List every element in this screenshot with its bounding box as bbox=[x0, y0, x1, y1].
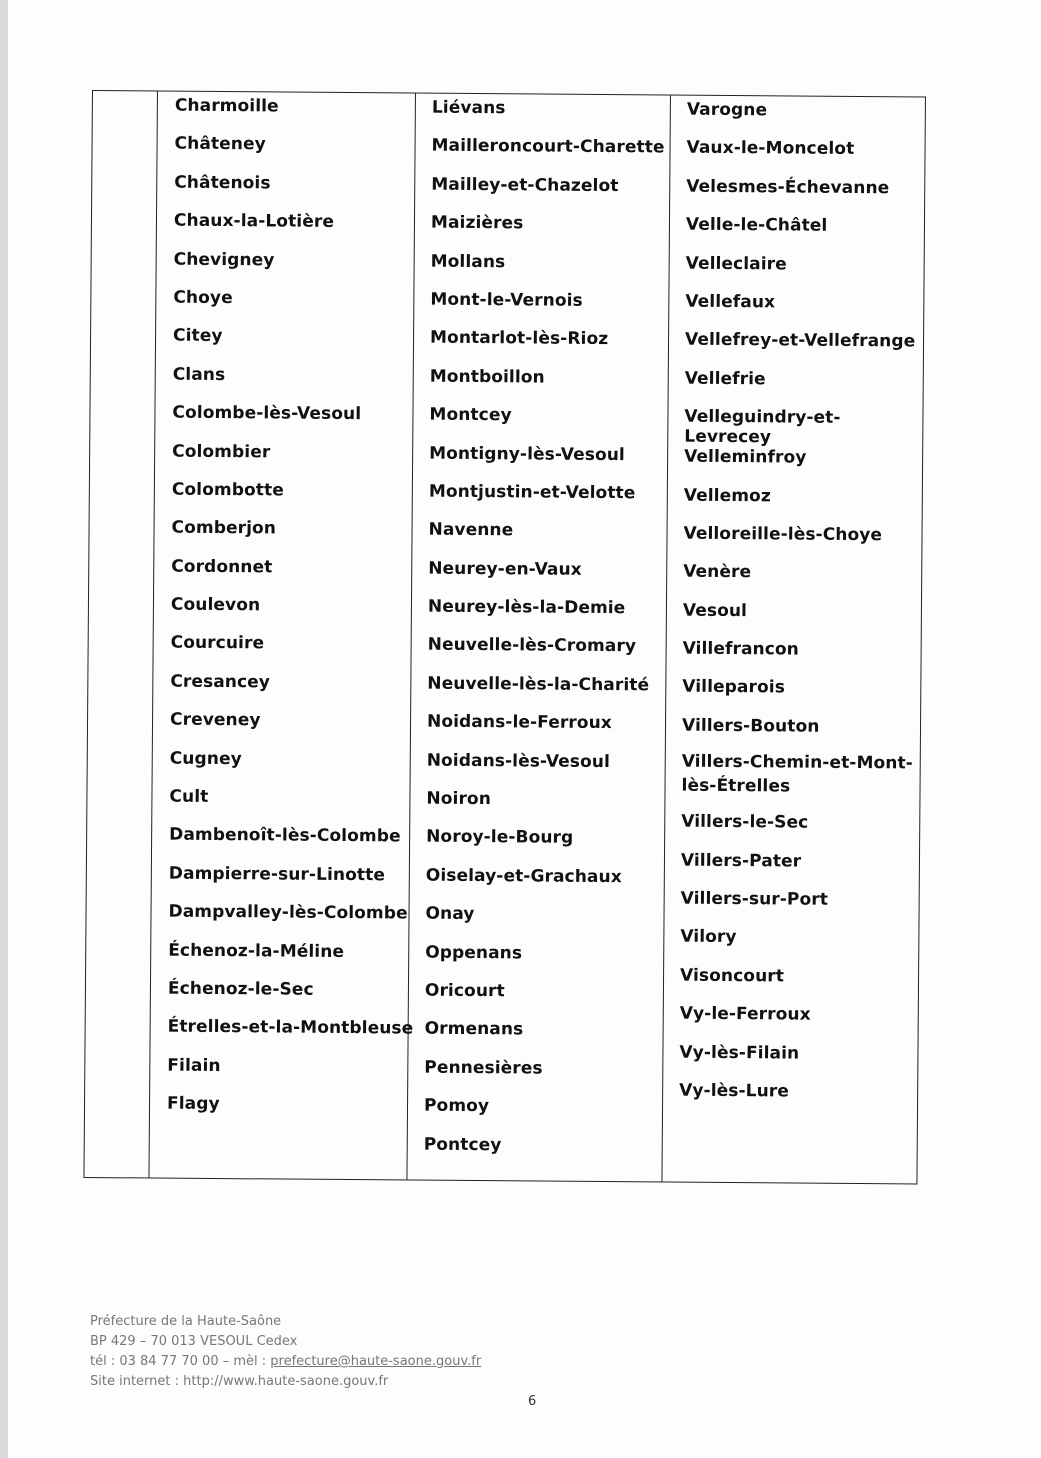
footer-line-website: Site internet : http://www.haute-saone.gouv.fr bbox=[90, 1374, 389, 1389]
commune-cell: Velesmes-Échevanne bbox=[686, 176, 890, 199]
commune-cell: Noidans-lès-Vesoul bbox=[426, 750, 611, 772]
commune-cell: Filain bbox=[167, 1055, 221, 1076]
commune-cell: Montjustin-et-Velotte bbox=[428, 481, 636, 504]
commune-cell: Vellefrie bbox=[684, 368, 766, 390]
commune-cell: Vilory bbox=[680, 927, 737, 948]
commune-cell: Courcuire bbox=[170, 633, 265, 654]
commune-cell: Velleminfroy bbox=[684, 446, 807, 468]
commune-cell: Dampierre-sur-Linotte bbox=[168, 863, 386, 886]
commune-cell: Échenoz-le-Sec bbox=[167, 978, 314, 1000]
commune-cell: Colombe-lès-Vesoul bbox=[172, 402, 362, 425]
commune-cell: Oricourt bbox=[424, 980, 505, 1002]
commune-cell: Ormenans bbox=[424, 1019, 524, 1040]
footer-address bbox=[90, 1312, 481, 1392]
commune-cell: Velleguindry-et-Levrecey bbox=[684, 406, 841, 448]
commune-cell: Velle-le-Châtel bbox=[685, 214, 828, 236]
commune-cell: Velleclaire bbox=[685, 253, 787, 275]
commune-cell: Échenoz-la-Méline bbox=[168, 940, 345, 962]
commune-cell: Châtenois bbox=[174, 172, 271, 194]
commune-cell: Maizières bbox=[430, 212, 524, 234]
commune-cell: Mollans bbox=[430, 251, 506, 272]
commune-cell: Oppenans bbox=[425, 942, 523, 963]
communes-table bbox=[83, 90, 926, 1185]
commune-cell: Velloreille-lès-Choye bbox=[683, 523, 883, 546]
footer-phone: tél : 03 84 77 70 00 – mèl : bbox=[90, 1354, 271, 1369]
commune-cell: Cugney bbox=[169, 748, 242, 769]
commune-cell: Clans bbox=[172, 364, 226, 385]
commune-cell: Noidans-le-Ferroux bbox=[426, 711, 612, 734]
commune-cell: Onay bbox=[425, 903, 475, 925]
commune-cell: Colombotte bbox=[171, 479, 284, 501]
document-page bbox=[8, 0, 1041, 1458]
commune-cell: Vesoul bbox=[682, 600, 748, 621]
commune-cell: Villers-le-Sec bbox=[681, 811, 809, 833]
commune-cell: Visoncourt bbox=[679, 965, 785, 987]
commune-cell: Vy-le-Ferroux bbox=[679, 1003, 811, 1025]
communes-column-1 bbox=[167, 96, 421, 1134]
commune-cell: Cult bbox=[169, 786, 209, 807]
commune-cell: Navenne bbox=[428, 519, 514, 541]
commune-cell: Montcey bbox=[429, 404, 512, 426]
commune-cell: Montarlot-lès-Rioz bbox=[429, 328, 609, 350]
commune-cell: Dambenoît-lès-Colombe bbox=[169, 825, 401, 847]
commune-cell: Pennesières bbox=[424, 1057, 543, 1079]
commune-cell: Mailley-et-Chazelot bbox=[431, 174, 619, 196]
commune-cell: Venère bbox=[683, 561, 752, 583]
commune-cell: Oiselay-et-Grachaux bbox=[425, 865, 622, 887]
commune-cell: Montboillon bbox=[429, 366, 545, 388]
commune-cell: Dampvalley-lès-Colombe bbox=[168, 901, 408, 924]
commune-cell: Varogne bbox=[686, 99, 768, 121]
commune-cell: Noiron bbox=[426, 788, 492, 810]
footer-line-postal: BP 429 – 70 013 VESOUL Cedex bbox=[90, 1334, 298, 1349]
commune-cell: Cordonnet bbox=[171, 556, 273, 578]
commune-cell: Mont-le-Vernois bbox=[430, 289, 583, 311]
footer-email-link[interactable]: prefecture@haute-saone.gouv.fr bbox=[270, 1354, 482, 1369]
commune-cell: Vellefaux bbox=[685, 291, 776, 313]
commune-cell: Choye bbox=[173, 287, 233, 309]
commune-cell: Vy-lès-Filain bbox=[679, 1042, 800, 1064]
commune-cell: Neuvelle-lès-la-Charité bbox=[427, 673, 650, 696]
commune-cell: Colombier bbox=[172, 441, 271, 462]
commune-cell: Villers-Bouton bbox=[681, 715, 820, 737]
commune-cell: Comberjon bbox=[171, 517, 277, 539]
commune-cell: Étrelles-et-la-Montbleuse bbox=[167, 1016, 414, 1039]
table-divider bbox=[148, 92, 158, 1178]
commune-cell: Chevigney bbox=[173, 249, 275, 271]
commune-cell: Vellefrey-et-Vellefrange bbox=[684, 330, 916, 352]
commune-cell: Vy-lès-Lure bbox=[679, 1080, 790, 1102]
commune-cell: Creveney bbox=[169, 709, 261, 731]
commune-cell: Chaux-la-Lotière bbox=[173, 210, 335, 233]
commune-cell: Châteney bbox=[174, 134, 266, 155]
communes-column-3 bbox=[679, 100, 923, 1121]
commune-cell: Mailleroncourt-Charette bbox=[431, 136, 665, 158]
commune-cell: Villers-Chemin-et-Mont-lès-Étrelles bbox=[681, 751, 913, 797]
commune-cell: Neurey-lès-la-Demie bbox=[427, 596, 626, 619]
commune-cell: Montigny-lès-Vesoul bbox=[429, 443, 625, 465]
communes-column-2 bbox=[424, 98, 665, 1175]
footer-line-prefecture: Préfecture de la Haute-Saône bbox=[90, 1314, 282, 1329]
commune-cell: Villefrancon bbox=[682, 638, 800, 660]
page-number: 6 bbox=[528, 1394, 537, 1409]
commune-cell: Coulevon bbox=[170, 594, 261, 616]
commune-cell: Noroy-le-Bourg bbox=[426, 827, 574, 849]
footer-line-contact bbox=[90, 1352, 481, 1372]
commune-cell: Flagy bbox=[166, 1093, 220, 1115]
commune-cell: Vaux-le-Moncelot bbox=[686, 138, 855, 160]
commune-cell: Charmoille bbox=[174, 95, 279, 117]
commune-cell: Villers-sur-Port bbox=[680, 888, 829, 910]
commune-cell: Neurey-en-Vaux bbox=[428, 558, 582, 580]
commune-cell: Citey bbox=[172, 325, 223, 347]
commune-cell: Villeparois bbox=[682, 677, 786, 698]
commune-cell: Neuvelle-lès-Cromary bbox=[427, 635, 637, 657]
commune-cell: Cresancey bbox=[170, 671, 271, 693]
commune-cell: Vellemoz bbox=[683, 485, 771, 506]
commune-cell: Liévans bbox=[431, 97, 506, 119]
commune-cell: Villers-Pater bbox=[680, 850, 802, 872]
commune-cell: Pontcey bbox=[423, 1134, 502, 1155]
commune-cell: Pomoy bbox=[423, 1095, 490, 1117]
